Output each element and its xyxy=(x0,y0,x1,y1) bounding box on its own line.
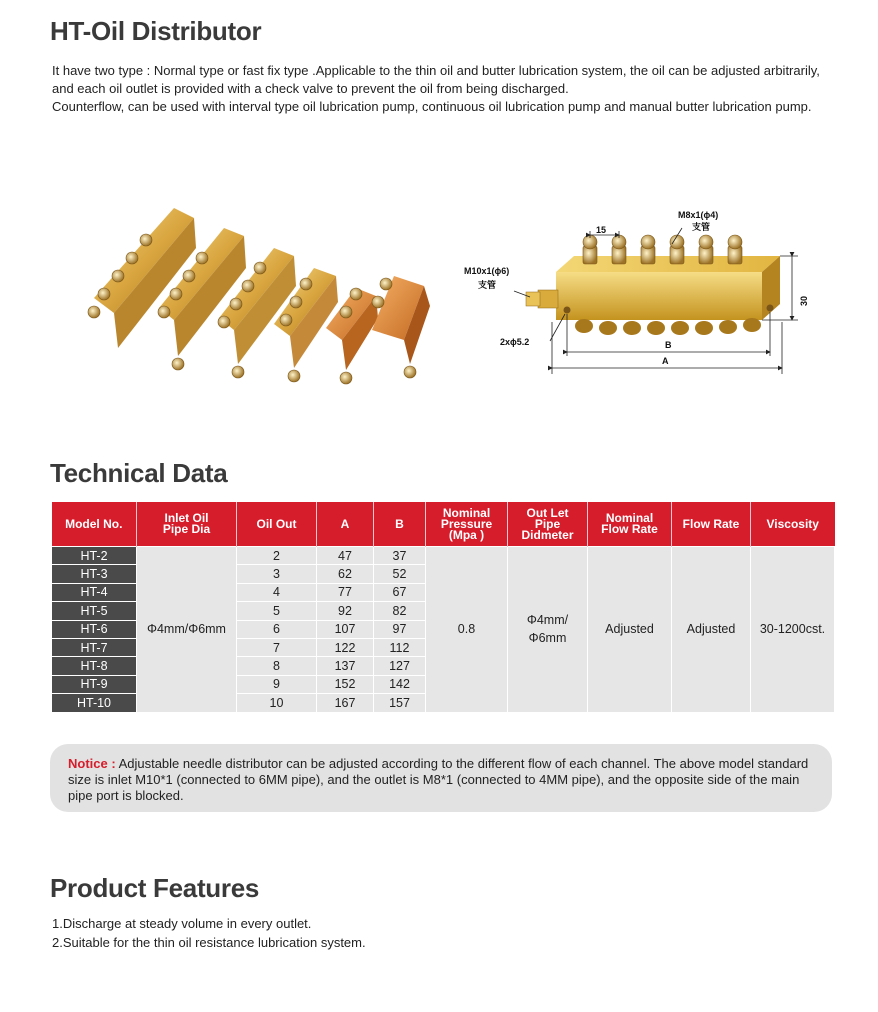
header-line: Pipe xyxy=(534,516,561,531)
dim-b-cell: 112 xyxy=(374,638,426,656)
model-cell: HT-6 xyxy=(52,620,137,638)
model-cell: HT-8 xyxy=(52,657,137,675)
inlet-pipe-cell: Φ4mm/Φ6mm xyxy=(137,547,237,713)
header-outlet-pipe-diameter xyxy=(508,502,588,547)
header-line: Nominal xyxy=(442,505,491,520)
header-nominal-flow-rate xyxy=(588,502,672,547)
outlet-thread-label: M8x1(ϕ4) xyxy=(678,210,719,220)
oil-out-cell: 9 xyxy=(237,675,317,693)
mount-hole-label: 2xϕ5.2 xyxy=(500,337,530,347)
section-title-technical: Technical Data xyxy=(50,458,228,488)
dim-b-cell: 142 xyxy=(374,675,426,693)
features-list xyxy=(52,914,366,952)
pitch-label: 15 xyxy=(596,225,607,235)
inlet-branch-label: 支管 xyxy=(478,280,497,290)
page-title: HT-Oil Distributor xyxy=(50,16,262,46)
table-header-row xyxy=(52,502,835,547)
model-cell: HT-9 xyxy=(52,675,137,693)
viscosity-cell: 30-1200cst. xyxy=(751,547,835,713)
outlet-branch-label: 支管 xyxy=(692,222,711,232)
notice-text: Adjustable needle distributor can be adjusted according to the different flow of each channel. The above model standard size is inlet M10*1 (connected to 6MM pipe), and the outlet is M8*1 (connected to 4MM pipe), and the opposite side of the main pipe port is blocked. xyxy=(68,756,809,803)
oil-out-cell: 5 xyxy=(237,602,317,620)
model-cell: HT-7 xyxy=(52,638,137,656)
feature-item-1: 1.Discharge at steady volume in every outlet. xyxy=(52,916,312,931)
model-cell: HT-4 xyxy=(52,583,137,601)
dim-a-label: A xyxy=(662,356,669,366)
header-line: Oil Out xyxy=(256,516,297,531)
table-body xyxy=(52,547,835,713)
outlet-pipe-line: Φ4mm/ xyxy=(526,613,569,628)
header-line: Inlet Oil xyxy=(164,511,209,525)
header-nominal-pressure xyxy=(426,502,508,547)
header-line: Out Let xyxy=(526,505,569,520)
dim-a-cell: 92 xyxy=(317,602,374,620)
notice-label: Notice : xyxy=(68,756,116,771)
outlet-pipe-cell xyxy=(508,547,588,713)
header-dim-b xyxy=(374,502,426,547)
dim-b-cell: 37 xyxy=(374,547,426,565)
intro-paragraph-2: Counterflow, can be used with interval type oil lubrication pump, continuous oil lubrication pump and manual butter lubrication pump. xyxy=(52,99,812,114)
dim-b-cell: 67 xyxy=(374,583,426,601)
intro-text xyxy=(52,62,822,116)
header-flow-rate xyxy=(672,502,751,547)
dim-a-cell: 137 xyxy=(317,657,374,675)
intro-paragraph-1: It have two type : Normal type or fast fix type .Applicable to the thin oil and butter lubrication system, the oil can be adjusted arbitrarily, and each oil outlet is provided with a check valve to prevent the oil from being discharged. xyxy=(52,63,820,96)
inlet-thread-label: M10x1(ϕ6) xyxy=(464,266,510,276)
dim-a-cell: 122 xyxy=(317,638,374,656)
oil-out-cell: 8 xyxy=(237,657,317,675)
dim-a-cell: 47 xyxy=(317,547,374,565)
oil-out-cell: 2 xyxy=(237,547,317,565)
oil-out-cell: 4 xyxy=(237,583,317,601)
header-dim-a xyxy=(317,502,374,547)
model-cell: HT-10 xyxy=(52,694,137,712)
distributor-block-6 xyxy=(372,276,430,364)
header-line: Didmeter xyxy=(521,527,574,542)
technical-data-table xyxy=(51,502,835,713)
dim-b-cell: 82 xyxy=(374,602,426,620)
dim-b-cell: 52 xyxy=(374,565,426,583)
header-line: Pipe Dia xyxy=(162,522,211,536)
nominal-flow-cell: Adjusted xyxy=(588,547,672,713)
dim-b-cell: 127 xyxy=(374,657,426,675)
pressure-cell: 0.8 xyxy=(426,547,508,713)
header-model-no xyxy=(52,502,137,547)
model-cell: HT-3 xyxy=(52,565,137,583)
dim-a-cell: 77 xyxy=(317,583,374,601)
header-line: Viscosity xyxy=(766,516,819,531)
header-inlet-pipe-dia xyxy=(137,502,237,547)
header-line: Flow Rate xyxy=(601,522,658,536)
outlet-pipe-line: Φ6mm xyxy=(528,631,567,646)
dimension-drawing xyxy=(456,198,816,388)
header-line: (Mpa ) xyxy=(448,527,485,542)
header-line: Model No. xyxy=(65,516,123,531)
notice-box xyxy=(50,744,832,812)
header-line: Flow Rate xyxy=(682,516,740,531)
oil-out-cell: 7 xyxy=(237,638,317,656)
dim-a-cell: 167 xyxy=(317,694,374,712)
dim-b-cell: 157 xyxy=(374,694,426,712)
oil-out-cell: 6 xyxy=(237,620,317,638)
oil-out-cell: 3 xyxy=(237,565,317,583)
model-cell: HT-2 xyxy=(52,547,137,565)
product-photo xyxy=(74,188,444,388)
height-label: 30 xyxy=(799,295,809,306)
header-line: Pressure xyxy=(440,516,493,531)
dim-b-cell: 97 xyxy=(374,620,426,638)
oil-out-cell: 10 xyxy=(237,694,317,712)
model-cell: HT-5 xyxy=(52,602,137,620)
drawing-bottom-nuts xyxy=(575,318,761,335)
header-oil-out xyxy=(237,502,317,547)
dim-a-cell: 152 xyxy=(317,675,374,693)
header-line: A xyxy=(340,516,350,531)
table-row xyxy=(52,547,835,565)
dim-a-cell: 107 xyxy=(317,620,374,638)
flow-rate-cell: Adjusted xyxy=(672,547,751,713)
header-line: Nominal xyxy=(605,511,654,525)
feature-item-2: 2.Suitable for the thin oil resistance lubrication system. xyxy=(52,935,366,950)
dim-b-label: B xyxy=(665,340,672,350)
section-title-features: Product Features xyxy=(50,873,260,903)
dim-a-cell: 62 xyxy=(317,565,374,583)
header-line: B xyxy=(395,516,404,531)
header-viscosity xyxy=(751,502,835,547)
